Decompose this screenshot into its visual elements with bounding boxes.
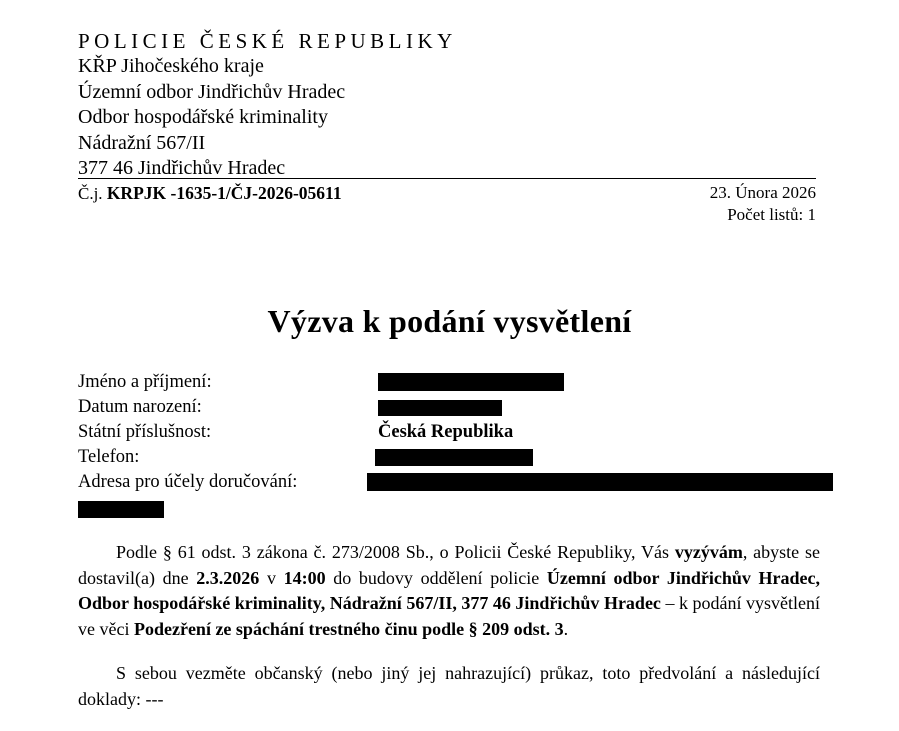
org-line-2: Územní odbor Jindřichův Hradec xyxy=(78,80,346,103)
summons-text-4: do budovy oddělení policie xyxy=(325,567,547,588)
org-line-5: 377 46 Jindřichův Hradec xyxy=(78,157,286,179)
summons-text-5: – k podání vysvětlení ve věci xyxy=(78,593,820,639)
field-row-citizenship xyxy=(78,420,838,445)
field-label-name: Jméno a příjmení: xyxy=(78,372,212,392)
redaction-bar-birthdate xyxy=(378,400,502,416)
field-label-birthdate: Datum narození: xyxy=(78,397,202,417)
reference-row xyxy=(78,178,816,226)
document-date: 23. Února 2026 xyxy=(709,183,816,202)
org-line-4: Nádražní 567/II xyxy=(78,131,206,154)
documents-list: --- xyxy=(145,688,164,709)
summons-emph-time: 14:00 xyxy=(283,567,326,588)
field-label-phone: Telefon: xyxy=(78,447,140,467)
field-row-name xyxy=(78,370,838,395)
summons-emph-subject: Podezření ze spáchání trestného činu podle § 209 odst. 3 xyxy=(133,618,564,639)
summons-emph-address: Územní odbor Jindřichův Hradec, Odbor hospodářské kriminality, Nádražní 567/II, 377 46 Jindřichův Hradec xyxy=(78,567,821,613)
summons-text-6: . xyxy=(563,618,569,639)
sheet-count: Počet listů: 1 xyxy=(727,205,816,224)
org-line-3: Odbor hospodářské kriminality xyxy=(78,106,328,128)
summons-text-1: Podle § 61 odst. 3 zákona č. 273/2008 Sb., o Policii České Republiky, Vás xyxy=(116,542,675,562)
summons-text-2: , abyste se dostavil(a) dne xyxy=(78,542,821,588)
documents-paragraph xyxy=(78,661,820,712)
field-row-address xyxy=(78,470,838,495)
recipient-fields xyxy=(78,370,838,520)
reference-label: Č.j. xyxy=(78,184,103,203)
summons-emph-vyzyvam: vyzývám xyxy=(674,542,743,562)
letterhead xyxy=(78,28,778,182)
field-value-citizenship: Česká Republika xyxy=(378,422,514,442)
field-label-citizenship: Státní příslušnost: xyxy=(78,422,212,442)
redaction-bar-address-2 xyxy=(78,501,164,518)
documents-text: S sebou vezměte občanský (nebo jiný jej nahrazující) průkaz, toto předvolání a následující doklady: xyxy=(78,663,820,709)
field-row-phone xyxy=(78,445,838,470)
redaction-bar-address-1 xyxy=(367,473,833,491)
redaction-bar-phone xyxy=(375,449,533,466)
field-label-address: Adresa pro účely doručování: xyxy=(78,472,298,492)
summons-paragraph xyxy=(78,540,820,642)
summons-text-3: v xyxy=(259,567,284,588)
date-block xyxy=(710,182,816,226)
reference-number-block xyxy=(78,182,342,205)
page-title: Výzva k podání vysvětlení xyxy=(267,303,632,339)
reference-number: KRPJK -1635-1/ČJ-2026-05611 xyxy=(106,183,342,203)
summons-emph-date: 2.3.2026 xyxy=(196,567,260,588)
document-body xyxy=(78,540,820,731)
org-line-1: KŘP Jihočeského kraje xyxy=(78,55,264,77)
field-row-birthdate xyxy=(78,395,838,420)
field-row-address-cont xyxy=(78,495,838,520)
organization-title: POLICIE ČESKÉ REPUBLIKY xyxy=(78,29,457,53)
redaction-bar-name xyxy=(378,373,564,391)
